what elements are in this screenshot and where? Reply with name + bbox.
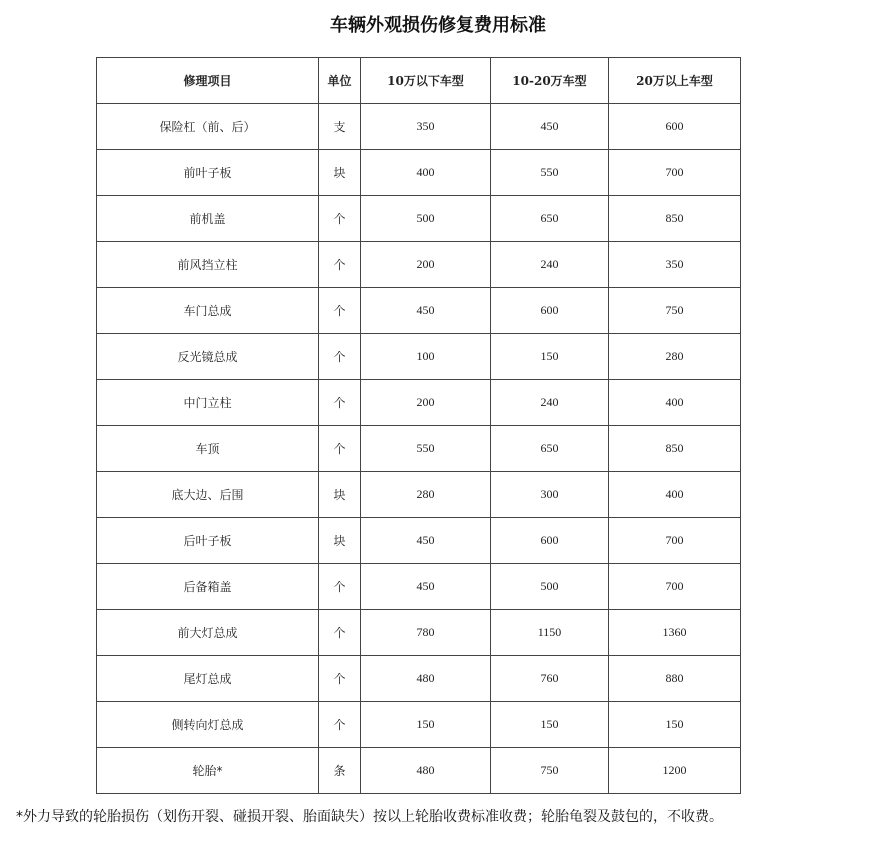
cell-price-100k-200k: 760 xyxy=(491,656,609,702)
cell-price-over-200k: 700 xyxy=(609,518,741,564)
cell-repair-item: 反光镜总成 xyxy=(97,334,319,380)
cell-price-100k-200k: 500 xyxy=(491,564,609,610)
cell-price-over-200k: 700 xyxy=(609,150,741,196)
cell-repair-item: 车顶 xyxy=(97,426,319,472)
cell-price-100k-200k: 600 xyxy=(491,288,609,334)
cell-price-100k-200k: 1150 xyxy=(491,610,609,656)
cell-price-under-100k: 400 xyxy=(361,150,491,196)
cell-price-100k-200k: 650 xyxy=(491,426,609,472)
table-row xyxy=(97,472,741,518)
cell-repair-item: 保险杠（前、后） xyxy=(97,104,319,150)
header-100k-200k: 10-20万车型 xyxy=(491,58,609,104)
cell-price-under-100k: 780 xyxy=(361,610,491,656)
cell-price-100k-200k: 150 xyxy=(491,334,609,380)
cell-price-under-100k: 450 xyxy=(361,288,491,334)
table-row xyxy=(97,242,741,288)
cell-price-under-100k: 200 xyxy=(361,380,491,426)
header-under-100k: 10万以下车型 xyxy=(361,58,491,104)
cell-unit: 个 xyxy=(319,334,361,380)
cell-price-100k-200k: 240 xyxy=(491,242,609,288)
cell-unit: 个 xyxy=(319,380,361,426)
cell-price-under-100k: 200 xyxy=(361,242,491,288)
cell-price-100k-200k: 240 xyxy=(491,380,609,426)
cell-repair-item: 前叶子板 xyxy=(97,150,319,196)
cell-price-under-100k: 480 xyxy=(361,656,491,702)
cell-price-under-100k: 450 xyxy=(361,564,491,610)
cell-unit: 块 xyxy=(319,518,361,564)
cell-unit: 个 xyxy=(319,196,361,242)
table-row xyxy=(97,518,741,564)
cell-price-under-100k: 350 xyxy=(361,104,491,150)
cell-repair-item: 侧转向灯总成 xyxy=(97,702,319,748)
cell-unit: 条 xyxy=(319,748,361,794)
cell-price-under-100k: 150 xyxy=(361,702,491,748)
cell-unit: 个 xyxy=(319,288,361,334)
cell-unit: 块 xyxy=(319,150,361,196)
page-title: 车辆外观损伤修复费用标准 xyxy=(330,15,546,36)
footnote: *外力导致的轮胎损伤（划伤开裂、碰损开裂、胎面缺失）按以上轮胎收费标准收费；轮胎龟裂及鼓包的，不收费。 xyxy=(16,809,723,825)
cell-price-under-100k: 550 xyxy=(361,426,491,472)
table-row xyxy=(97,702,741,748)
cell-unit: 个 xyxy=(319,702,361,748)
table-header-row xyxy=(97,58,741,104)
repair-cost-table xyxy=(96,57,741,794)
table-row xyxy=(97,334,741,380)
cell-repair-item: 前大灯总成 xyxy=(97,610,319,656)
cell-price-100k-200k: 600 xyxy=(491,518,609,564)
cell-price-over-200k: 600 xyxy=(609,104,741,150)
cell-repair-item: 后叶子板 xyxy=(97,518,319,564)
cell-price-100k-200k: 450 xyxy=(491,104,609,150)
header-over-200k: 20万以上车型 xyxy=(609,58,741,104)
cell-unit: 个 xyxy=(319,610,361,656)
table-row xyxy=(97,426,741,472)
cell-price-100k-200k: 650 xyxy=(491,196,609,242)
cell-price-over-200k: 750 xyxy=(609,288,741,334)
cell-price-over-200k: 880 xyxy=(609,656,741,702)
cell-repair-item: 后备箱盖 xyxy=(97,564,319,610)
cell-price-over-200k: 280 xyxy=(609,334,741,380)
cell-price-100k-200k: 550 xyxy=(491,150,609,196)
cell-unit: 个 xyxy=(319,242,361,288)
cell-price-under-100k: 500 xyxy=(361,196,491,242)
header-repair-item: 修理项目 xyxy=(97,58,319,104)
cell-unit: 支 xyxy=(319,104,361,150)
cell-price-over-200k: 850 xyxy=(609,426,741,472)
table-row xyxy=(97,196,741,242)
cell-price-over-200k: 850 xyxy=(609,196,741,242)
cell-price-over-200k: 350 xyxy=(609,242,741,288)
cell-price-over-200k: 400 xyxy=(609,380,741,426)
cell-repair-item: 尾灯总成 xyxy=(97,656,319,702)
header-unit: 单位 xyxy=(319,58,361,104)
cell-repair-item: 轮胎* xyxy=(97,748,319,794)
table-row xyxy=(97,656,741,702)
cell-price-over-200k: 400 xyxy=(609,472,741,518)
cell-price-100k-200k: 300 xyxy=(491,472,609,518)
cell-unit: 个 xyxy=(319,426,361,472)
cell-repair-item: 中门立柱 xyxy=(97,380,319,426)
cell-price-under-100k: 280 xyxy=(361,472,491,518)
table-row xyxy=(97,150,741,196)
cell-unit: 个 xyxy=(319,656,361,702)
table-row xyxy=(97,564,741,610)
cell-unit: 块 xyxy=(319,472,361,518)
cell-repair-item: 车门总成 xyxy=(97,288,319,334)
cell-repair-item: 前风挡立柱 xyxy=(97,242,319,288)
cell-repair-item: 前机盖 xyxy=(97,196,319,242)
table-row xyxy=(97,288,741,334)
cell-price-over-200k: 1360 xyxy=(609,610,741,656)
cell-price-100k-200k: 750 xyxy=(491,748,609,794)
cell-repair-item: 底大边、后围 xyxy=(97,472,319,518)
cell-unit: 个 xyxy=(319,564,361,610)
table-row xyxy=(97,104,741,150)
table-row xyxy=(97,610,741,656)
cell-price-100k-200k: 150 xyxy=(491,702,609,748)
cell-price-over-200k: 150 xyxy=(609,702,741,748)
cell-price-over-200k: 1200 xyxy=(609,748,741,794)
cell-price-over-200k: 700 xyxy=(609,564,741,610)
table-row xyxy=(97,748,741,794)
table-row xyxy=(97,380,741,426)
cell-price-under-100k: 450 xyxy=(361,518,491,564)
cell-price-under-100k: 100 xyxy=(361,334,491,380)
cell-price-under-100k: 480 xyxy=(361,748,491,794)
